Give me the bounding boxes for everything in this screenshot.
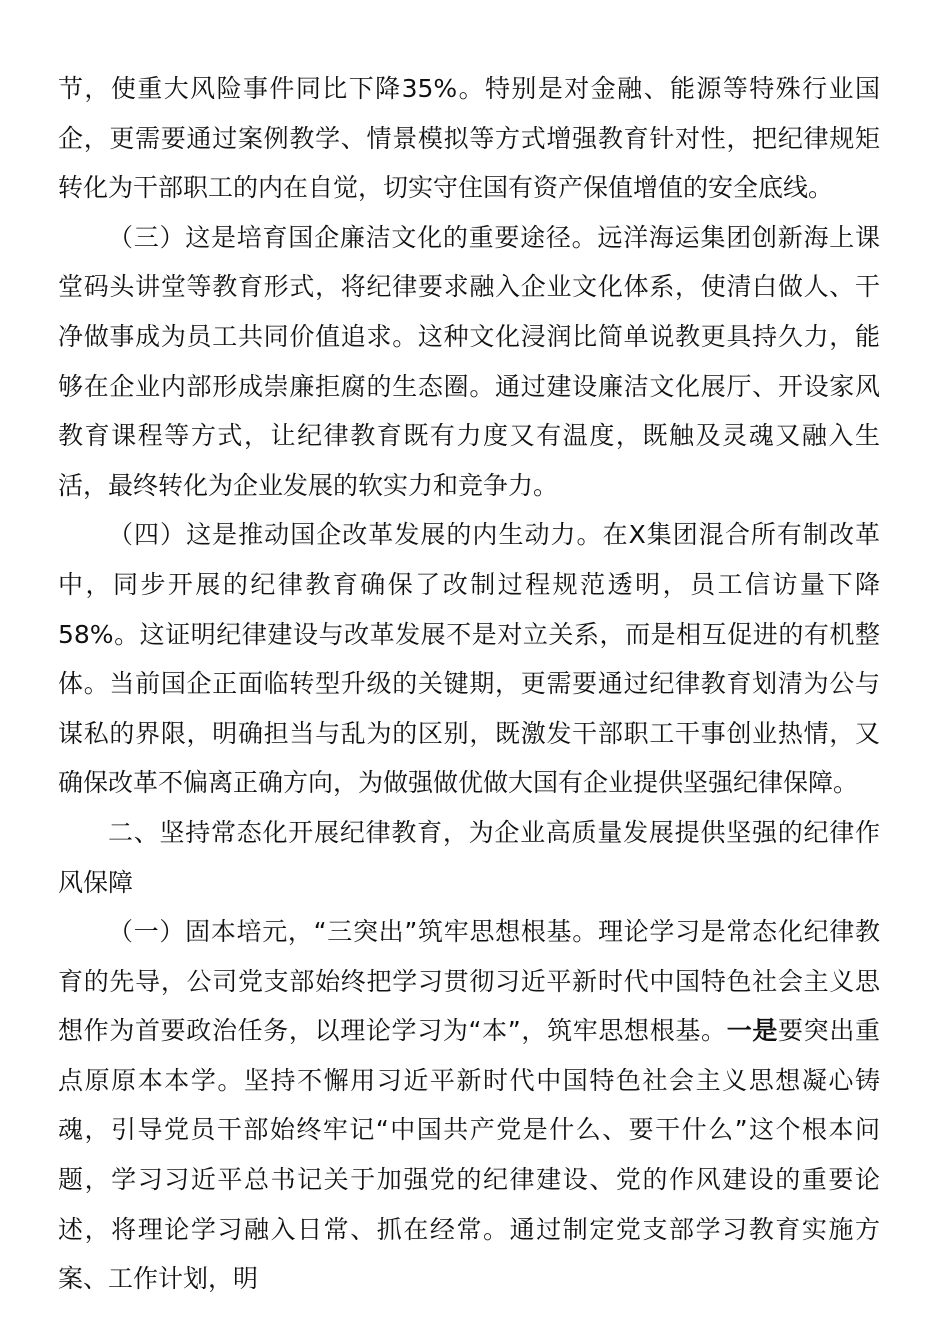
- paragraph-section-three: （三）这是培育国企廉洁文化的重要途径。远洋海运集团创新海上课堂码头讲堂等教育形式，将纪律要求融入企业文化体系，使清白做人、干净做事成为员工共同价值追求。这种文化浸润比简单说教更具持久力，能够在企业内部形成崇廉拒腐的生态圈。通过建设廉洁文化展厅、开设家风教育课程等方式，让纪律教育既有力度又有温度，既触及灵魂又融入生活，最终转化为企业发展的软实力和竞争力。: [58, 222, 880, 500]
- paragraph-continuation: 节，使重大风险事件同比下降35%。特别是对金融、能源等特殊行业国企，更需要通过案例教学、情景模拟等方式增强教育针对性，把纪律规矩转化为干部职工的内在自觉，切实守住国有资产保值增值的安全底线。: [58, 74, 880, 203]
- paragraph-subsection-one: [58, 907, 880, 1304]
- document-page: [58, 64, 880, 1304]
- bold-marker-first: 一是: [726, 1016, 779, 1046]
- paragraph-text-after: 要突出重点原原本本学。坚持不懈用习近平新时代中国特色社会主义思想凝心铸魂，引导党员干部始终牢记“中国共产党是什么、要干什么”这个根本问题，学习习近平总书记关于加强党的纪律建设、党的作风建设的重要论述，将理论学习融入日常、抓在经常。通过制定党支部学习教育实施方案、工作计划，明: [58, 1016, 880, 1294]
- section-heading-two: 二、坚持常态化开展纪律教育，为企业高质量发展提供坚强的纪律作风保障: [58, 817, 880, 897]
- paragraph-text-before: （一）固本培元，“三突出”筑牢思想根基。理论学习是常态化纪律教育的先导，公司党支部始终把学习贯彻习近平新时代中国特色社会主义思想作为首要政治任务，以理论学习为“本”，筑牢思想根基。: [58, 917, 880, 1046]
- paragraph-section-four: （四）这是推动国企改革发展的内生动力。在X集团混合所有制改革中，同步开展的纪律教育确保了改制过程规范透明，员工信访量下降58%。这证明纪律建设与改革发展不是对立关系，而是相互促进的有机整体。当前国企正面临转型升级的关键期，更需要通过纪律教育划清为公与谋私的界限，明确担当与乱为的区别，既激发干部职工干事创业热情，又确保改革不偏离正确方向，为做强做优做大国有企业提供坚强纪律保障。: [58, 520, 880, 798]
